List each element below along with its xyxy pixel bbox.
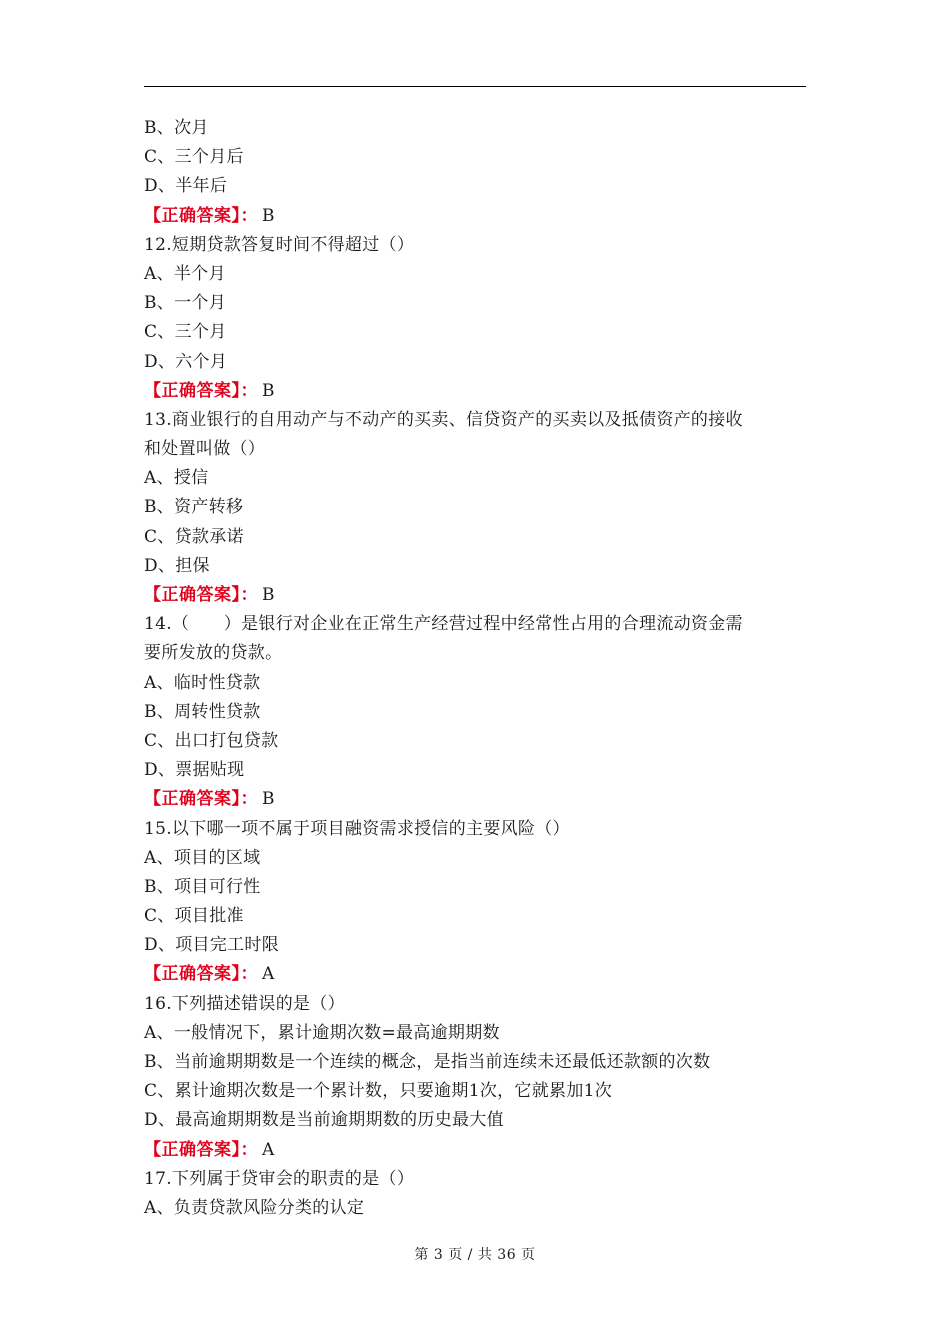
option-text: B、当前逾期期数是一个连续的概念，是指当前连续未还最低还款额的次数 — [144, 1052, 711, 1072]
answer-value: B — [262, 205, 275, 226]
answer-label: 【正确答案】： — [144, 789, 258, 810]
option-text: D、六个月 — [144, 351, 228, 372]
option-text: A、临时性贷款 — [144, 672, 261, 693]
answer-label: 【正确答案】： — [144, 380, 258, 401]
answer-line — [144, 785, 806, 814]
answer-label: 【正确答案】： — [144, 964, 258, 985]
option-text: C、三个月 — [144, 322, 227, 343]
option-text: C、项目批准 — [144, 906, 244, 927]
question-text: 14.（ ）是银行对企业在正常生产经营过程中经常性占用的合理流动资金需 — [144, 614, 743, 635]
answer-line — [144, 581, 806, 610]
option-text: C、累计逾期次数是一个累计数，只要逾期1次，它就累加1次 — [144, 1081, 613, 1102]
question-text: 和处置叫做（） — [144, 439, 266, 460]
answer-label: 【正确答案】： — [144, 1139, 258, 1160]
question-text: 16.下列描述错误的是（） — [144, 993, 345, 1014]
option-text: A、授信 — [144, 468, 209, 489]
option-text: D、半年后 — [144, 176, 228, 197]
answer-line — [144, 377, 806, 406]
page-footer: 第 3 页 / 共 36 页 — [414, 1247, 536, 1263]
answer-line — [144, 202, 806, 231]
answer-label: 【正确答案】： — [144, 205, 258, 226]
option-text: A、项目的区域 — [144, 847, 261, 868]
question-text: 12.短期贷款答复时间不得超过（） — [144, 234, 415, 255]
question-text: 要所发放的贷款。 — [144, 643, 283, 664]
option-text: D、担保 — [144, 555, 210, 576]
option-text: A、半个月 — [144, 263, 226, 284]
question-text: 15.以下哪一项不属于项目融资需求授信的主要风险（） — [144, 818, 570, 839]
answer-line — [144, 1136, 806, 1165]
option-text: B、资产转移 — [144, 497, 244, 518]
answer-value: B — [262, 585, 275, 605]
option-text: A、一般情况下，累计逾期次数=最高逾期期数 — [144, 1022, 500, 1043]
header-rule — [144, 86, 806, 87]
answer-label: 【正确答案】： — [144, 585, 258, 605]
option-text: D、票据贴现 — [144, 760, 245, 781]
answer-value: A — [262, 964, 275, 985]
option-text: A、负责贷款风险分类的认定 — [144, 1197, 365, 1218]
option-text: B、一个月 — [144, 293, 226, 314]
page-content — [144, 114, 806, 1223]
answer-value: B — [262, 789, 275, 810]
answer-value: A — [262, 1139, 275, 1160]
question-text: 13.商业银行的自用动产与不动产的买卖、信贷资产的买卖以及抵债资产的接收 — [144, 409, 743, 430]
option-text: C、出口打包贷款 — [144, 730, 279, 751]
option-text: D、项目完工时限 — [144, 935, 280, 956]
option-text: B、次月 — [144, 118, 209, 138]
option-text: B、周转性贷款 — [144, 701, 261, 722]
question-text: 17.下列属于贷审会的职责的是（） — [144, 1168, 415, 1189]
answer-value: B — [262, 380, 275, 401]
option-text: D、最高逾期期数是当前逾期期数的历史最大值 — [144, 1110, 504, 1131]
answer-line — [144, 960, 806, 989]
option-text: C、三个月后 — [144, 147, 244, 168]
option-text: B、项目可行性 — [144, 876, 261, 897]
option-text: C、贷款承诺 — [144, 526, 244, 547]
